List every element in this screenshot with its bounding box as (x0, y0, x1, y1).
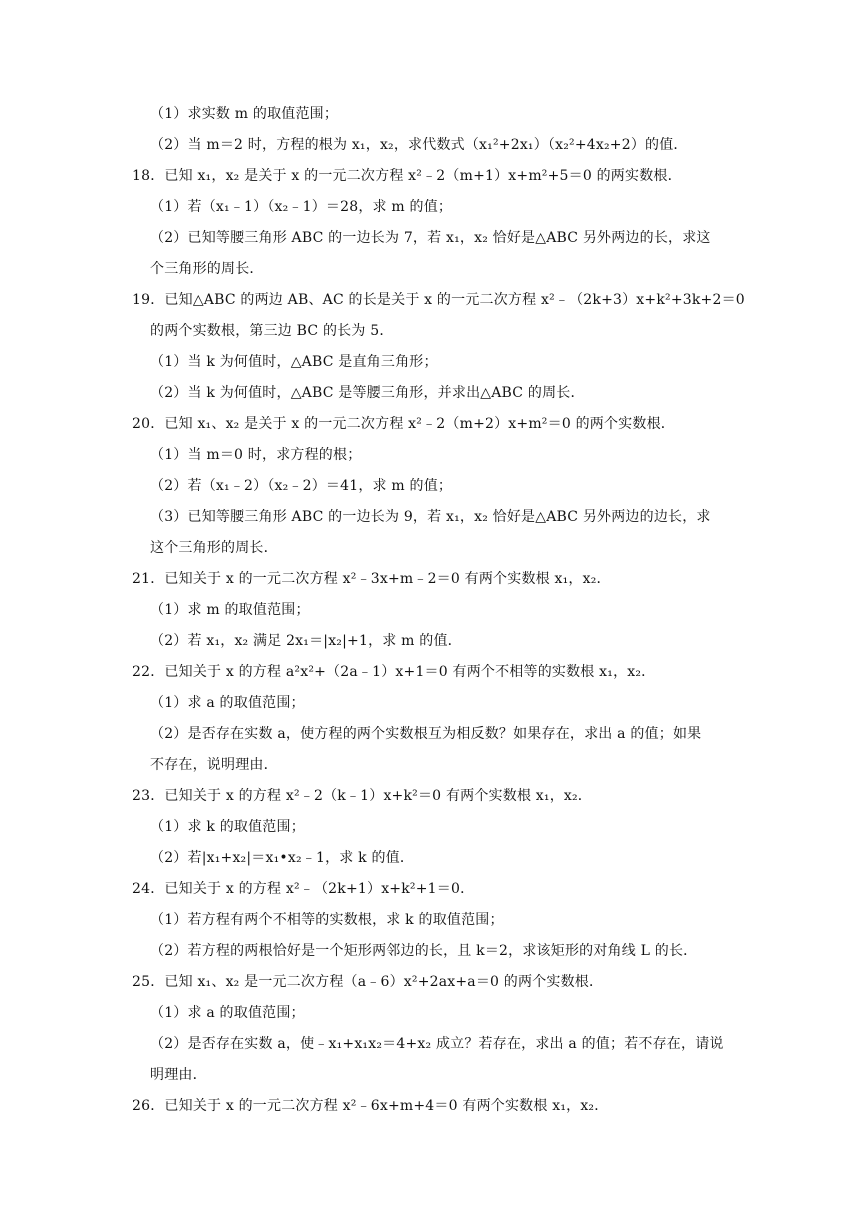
q20-part1: （1）当 m＝0 时，求方程的根； (150, 447, 362, 463)
q26-stem: 26．已知关于 x 的一元二次方程 x²﹣6x+m+4＝0 有两个实数根 x₁，x₂． (132, 1098, 609, 1114)
q24-stem: 24．已知关于 x 的方程 x²﹣（2k+1）x+k²+1＝0． (132, 881, 475, 897)
q24-part2: （2）若方程的两根恰好是一个矩形两邻边的长，且 k＝2，求该矩形的对角线 L 的长． (150, 943, 698, 959)
q17-part1: （1）求实数 m 的取值范围； (150, 106, 339, 122)
q18-part1: （1）若（x₁﹣1）（x₂﹣1）＝28，求 m 的值； (150, 199, 453, 215)
q20-part2: （2）若（x₁﹣2）（x₂﹣2）＝41，求 m 的值； (150, 478, 453, 494)
q17-part2: （2）当 m＝2 时，方程的根为 x₁，x₂，求代数式（x₁²+2x₁）（x₂²+4x₂+2）的值． (150, 137, 688, 153)
q20-part3: （3）已知等腰三角形 ABC 的一边长为 9，若 x₁，x₂ 恰好是△ABC 另外两边的边长，求 (150, 509, 711, 525)
q25-part2: （2）是否存在实数 a，使﹣x₁+x₁x₂＝4+x₂ 成立？若存在，求出 a 的值；若不存在，请说 (150, 1036, 724, 1052)
q25-stem: 25．已知 x₁、x₂ 是一元二次方程（a﹣6）x²+2ax+a＝0 的两个实数根． (132, 974, 604, 990)
q25-part1: （1）求 a 的取值范围； (150, 1005, 305, 1021)
q20-part3-cont: 这个三角形的周长． (150, 540, 278, 556)
q23-part1: （1）求 k 的取值范围； (150, 819, 305, 835)
q19-part2: （2）当 k 为何值时，△ABC 是等腰三角形，并求出△ABC 的周长． (150, 385, 585, 401)
q18-part2-cont: 个三角形的周长． (150, 261, 264, 277)
q24-part1: （1）若方程有两个不相等的实数根，求 k 的取值范围； (150, 912, 504, 928)
q23-part2: （2）若|x₁+x₂|＝x₁•x₂﹣1，求 k 的值． (150, 850, 415, 866)
q19-part1: （1）当 k 为何值时，△ABC 是直角三角形； (150, 354, 438, 370)
q22-part2: （2）是否存在实数 a，使方程的两个实数根互为相反数？如果存在，求出 a 的值；如果 (150, 726, 702, 742)
q19-stem: 19．已知△ABC 的两边 AB、AC 的长是关于 x 的一元二次方程 x²﹣（2k+3）x+k²+3k+2＝0 (132, 292, 745, 308)
q21-part2: （2）若 x₁，x₂ 满足 2x₁＝|x₂|+1，求 m 的值． (150, 633, 462, 649)
q21-stem: 21．已知关于 x 的一元二次方程 x²﹣3x+m﹣2＝0 有两个实数根 x₁，x₂． (132, 571, 611, 587)
q18-part2: （2）已知等腰三角形 ABC 的一边长为 7，若 x₁，x₂ 恰好是△ABC 另外两边的长，求这 (150, 230, 711, 246)
q22-part1: （1）求 a 的取值范围； (150, 695, 305, 711)
q22-part2-cont: 不存在，说明理由． (150, 757, 278, 773)
q20-stem: 20．已知 x₁、x₂ 是关于 x 的一元二次方程 x²﹣2（m+2）x+m²＝0 的两个实数根． (132, 416, 675, 432)
q25-part2-cont: 明理由． (150, 1067, 207, 1083)
q22-stem: 22．已知关于 x 的方程 a²x²+（2a﹣1）x+1＝0 有两个不相等的实数根 x₁，x₂． (132, 664, 656, 680)
q19-stem-cont: 的两个实数根，第三边 BC 的长为 5． (150, 323, 394, 339)
q18-stem: 18．已知 x₁，x₂ 是关于 x 的一元二次方程 x²﹣2（m+1）x+m²+5＝0 的两实数根． (132, 168, 682, 184)
q21-part1: （1）求 m 的取值范围； (150, 602, 310, 618)
q23-stem: 23．已知关于 x 的方程 x²﹣2（k﹣1）x+k²＝0 有两个实数根 x₁，x₂． (132, 788, 593, 804)
